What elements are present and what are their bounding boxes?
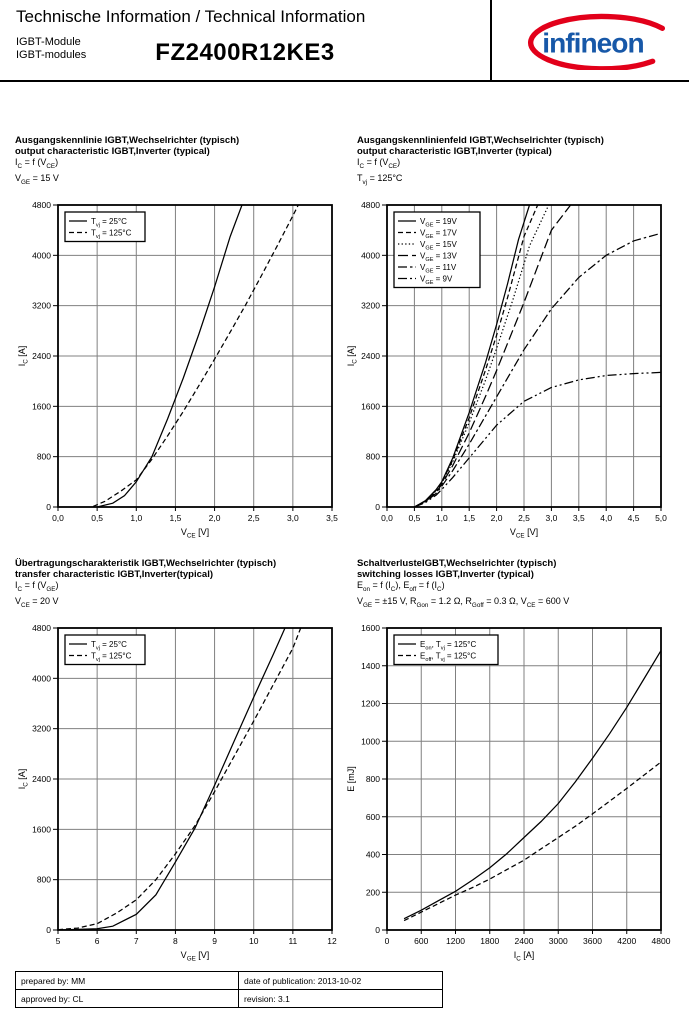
chart-section-switching-losses bbox=[346, 558, 689, 962]
chart-condition-1: $I_C = f$ $(V_{GE})$ bbox=[15, 580, 59, 593]
svg-text:12: 12 bbox=[327, 936, 337, 946]
series-group bbox=[404, 651, 661, 921]
y-axis-label: E [mJ] bbox=[346, 766, 356, 792]
svg-text:5: 5 bbox=[55, 936, 61, 946]
chart-condition-2: $V_{CE} = 20$ V bbox=[15, 595, 59, 609]
gridlines bbox=[58, 205, 332, 507]
chart-title-de: Übertragungscharakteristik IGBT,Wechselrichter (typisch) bbox=[15, 558, 277, 569]
chart-title-en: output characteristic IGBT,Inverter (typical) bbox=[15, 145, 210, 157]
svg-text:4800: 4800 bbox=[361, 200, 380, 210]
legend-entry-label: $V_{GE} = 9V$ bbox=[420, 274, 453, 286]
tick-labels bbox=[361, 623, 671, 946]
part-number: FZ2400R12KE3 bbox=[155, 39, 335, 66]
series-curve bbox=[414, 372, 661, 507]
svg-text:2400: 2400 bbox=[32, 351, 51, 361]
svg-text:6: 6 bbox=[94, 936, 100, 946]
gridlines bbox=[58, 628, 332, 930]
svg-text:4000: 4000 bbox=[32, 250, 51, 261]
svg-text:0: 0 bbox=[384, 936, 390, 946]
chart-title-block bbox=[357, 559, 689, 611]
series-curve bbox=[404, 651, 661, 919]
svg-text:4200: 4200 bbox=[617, 936, 637, 946]
chart-section-output-characteristic-field bbox=[346, 135, 689, 539]
legend-entry-label: $V_{GE} = 15V$ bbox=[420, 240, 457, 252]
legend-entry-label: $V_{GE} = 11V$ bbox=[420, 263, 457, 275]
output-characteristic-field-plot bbox=[341, 197, 675, 539]
svg-text:3200: 3200 bbox=[32, 300, 51, 311]
header-vertical-divider bbox=[490, 0, 492, 80]
chart-title-en: switching losses IGBT,Inverter (typical) bbox=[357, 568, 534, 580]
svg-text:11: 11 bbox=[288, 936, 298, 946]
svg-text:4,5: 4,5 bbox=[627, 513, 640, 523]
svg-text:1000: 1000 bbox=[361, 736, 380, 747]
legend-entry-label: $T_{vj} = 125^\circ C$ bbox=[91, 651, 132, 663]
svg-text:3,5: 3,5 bbox=[572, 513, 585, 523]
footer-table bbox=[15, 971, 443, 1008]
x-axis-label: $I_C$ [A] bbox=[513, 950, 535, 962]
legend-entry-label: $T_{vj} = 25^\circ C$ bbox=[91, 217, 127, 229]
infineon-logo bbox=[516, 8, 676, 70]
svg-text:2,0: 2,0 bbox=[208, 513, 221, 523]
tick-labels bbox=[32, 200, 338, 523]
svg-text:0: 0 bbox=[46, 502, 51, 512]
chart-title-de: Ausgangskennlinie IGBT,Wechselrichter (typisch) bbox=[15, 135, 240, 146]
output-characteristic-plot bbox=[12, 197, 346, 539]
chart-section-transfer-characteristic bbox=[15, 558, 349, 962]
document-title: Technische Information / Technical Information bbox=[16, 7, 366, 26]
svg-text:800: 800 bbox=[36, 451, 51, 462]
svg-text:400: 400 bbox=[365, 849, 380, 860]
svg-text:800: 800 bbox=[36, 874, 51, 885]
chart-title-en: transfer characteristic IGBT,Inverter(typical) bbox=[15, 568, 213, 580]
switching-losses-plot bbox=[341, 620, 675, 962]
svg-text:4,0: 4,0 bbox=[600, 513, 613, 523]
svg-text:2400: 2400 bbox=[361, 351, 380, 361]
chart-title-en: output characteristic IGBT,Inverter (typical) bbox=[357, 145, 552, 157]
logo-wordmark: infineon bbox=[542, 27, 644, 59]
legend-entry-label: $E_{on}$, $T_{vj} = 125^\circ C$ bbox=[420, 640, 477, 652]
svg-text:1600: 1600 bbox=[361, 401, 380, 412]
svg-text:1600: 1600 bbox=[32, 401, 51, 412]
svg-text:4800: 4800 bbox=[32, 200, 51, 210]
tick-labels bbox=[32, 623, 337, 946]
svg-text:0: 0 bbox=[375, 925, 380, 935]
svg-text:1,5: 1,5 bbox=[463, 513, 476, 523]
svg-text:1200: 1200 bbox=[446, 936, 465, 946]
svg-text:1600: 1600 bbox=[32, 824, 51, 835]
module-type-label bbox=[16, 36, 86, 62]
svg-text:4000: 4000 bbox=[361, 250, 380, 261]
svg-text:2,5: 2,5 bbox=[247, 513, 260, 523]
svg-text:9: 9 bbox=[212, 936, 217, 946]
svg-text:0,0: 0,0 bbox=[381, 513, 393, 523]
chart-condition-1: $E_{on} = f$ $(I_C)$, $E_{off} = f$ $(I_C)$ bbox=[357, 580, 445, 593]
svg-text:10: 10 bbox=[248, 936, 259, 946]
svg-text:1400: 1400 bbox=[361, 660, 380, 671]
svg-text:800: 800 bbox=[365, 451, 380, 462]
svg-text:2,0: 2,0 bbox=[490, 513, 503, 523]
svg-text:4800: 4800 bbox=[32, 623, 51, 633]
header-horizontal-rule bbox=[0, 80, 689, 82]
chart-title-block bbox=[15, 559, 349, 611]
svg-text:1,0: 1,0 bbox=[435, 513, 448, 523]
chart-condition-2: $V_{GE} = \pm 15$ V, $R_{Gon} = 1.2$ Ω, $R_{Goff} = 0.3$ Ω, $V_{CE} = 600$ V bbox=[357, 595, 570, 609]
module-type-en: IGBT-modules bbox=[16, 49, 87, 61]
axis-ticks bbox=[382, 628, 661, 934]
svg-text:2400: 2400 bbox=[32, 774, 51, 784]
svg-text:4800: 4800 bbox=[651, 936, 671, 946]
module-type-de: IGBT-Module bbox=[16, 36, 81, 48]
legend bbox=[65, 635, 145, 665]
chart-condition-1: $I_C = f$ $(V_{CE})$ bbox=[15, 157, 59, 170]
y-axis-label: $I_C$ [A] bbox=[17, 345, 30, 367]
footer-row bbox=[16, 990, 443, 1008]
svg-text:800: 800 bbox=[365, 774, 380, 784]
svg-text:0,5: 0,5 bbox=[408, 513, 421, 523]
chart-title-de: Ausgangskennlinienfeld IGBT,Wechselrichter (typisch) bbox=[357, 135, 604, 146]
svg-text:3200: 3200 bbox=[361, 300, 380, 311]
legend bbox=[394, 212, 480, 288]
svg-text:3,0: 3,0 bbox=[545, 513, 558, 523]
y-axis-label: $I_C$ [A] bbox=[346, 345, 359, 367]
svg-text:200: 200 bbox=[365, 887, 380, 898]
legend-entry-label: $T_{vj} = 25^\circ C$ bbox=[91, 640, 127, 652]
series-curve bbox=[404, 762, 661, 921]
y-axis-label: $I_C$ [A] bbox=[17, 768, 30, 790]
svg-text:3200: 3200 bbox=[32, 723, 51, 734]
svg-text:1,5: 1,5 bbox=[169, 513, 182, 523]
footer-publication-date: date of publication: 2013-10-02 bbox=[239, 972, 443, 990]
chart-condition-2: $T_{vj} = 125^\circ C$ bbox=[357, 172, 403, 186]
x-axis-label: $V_{CE}$ [V] bbox=[180, 527, 210, 539]
footer-prepared-by: prepared by: MM bbox=[16, 972, 239, 990]
footer-row bbox=[16, 972, 443, 990]
legend-entry-label: $V_{GE} = 19V$ bbox=[420, 217, 457, 229]
svg-text:1800: 1800 bbox=[480, 936, 500, 946]
svg-text:600: 600 bbox=[414, 936, 429, 946]
svg-text:0: 0 bbox=[375, 502, 380, 512]
svg-text:0,0: 0,0 bbox=[52, 513, 64, 523]
legend-entry-label: $V_{GE} = 13V$ bbox=[420, 251, 457, 263]
x-axis-label: $V_{CE}$ [V] bbox=[509, 527, 539, 539]
chart-title-block bbox=[357, 136, 689, 188]
svg-text:1600: 1600 bbox=[361, 623, 380, 633]
axis-ticks bbox=[53, 205, 332, 511]
transfer-characteristic-plot bbox=[12, 620, 346, 962]
legend-entry-label: $E_{off}$, $T_{vj} = 125^\circ C$ bbox=[420, 651, 477, 663]
chart-title-de: SchaltverlusteIGBT,Wechselrichter (typisch) bbox=[357, 558, 557, 569]
chart-condition-1: $I_C = f$ $(V_{CE})$ bbox=[357, 157, 401, 170]
svg-text:2,5: 2,5 bbox=[518, 513, 530, 523]
svg-text:2400: 2400 bbox=[514, 936, 534, 946]
legend bbox=[65, 212, 145, 242]
chart-condition-2: $V_{GE} = 15$ V bbox=[15, 172, 59, 186]
svg-text:3600: 3600 bbox=[583, 936, 602, 946]
chart-section-output-characteristic bbox=[15, 135, 349, 539]
svg-text:0: 0 bbox=[46, 925, 51, 935]
legend-entry-label: $T_{vj} = 125^\circ C$ bbox=[91, 228, 132, 240]
svg-text:3,0: 3,0 bbox=[286, 513, 299, 523]
svg-text:3,5: 3,5 bbox=[326, 513, 338, 523]
svg-text:1,0: 1,0 bbox=[130, 513, 143, 523]
chart-title-block bbox=[15, 136, 349, 188]
legend-entry-label: $V_{GE} = 17V$ bbox=[420, 228, 457, 240]
svg-text:1200: 1200 bbox=[361, 698, 380, 709]
svg-text:8: 8 bbox=[173, 936, 178, 946]
footer-approved-by: approved by: CL bbox=[16, 990, 239, 1008]
footer-revision: revision: 3.1 bbox=[239, 990, 443, 1008]
svg-text:600: 600 bbox=[365, 811, 380, 822]
svg-text:3000: 3000 bbox=[548, 936, 568, 946]
x-axis-label: $V_{GE}$ [V] bbox=[180, 950, 210, 962]
svg-text:7: 7 bbox=[133, 936, 139, 946]
svg-text:0,5: 0,5 bbox=[91, 513, 104, 523]
svg-text:5,0: 5,0 bbox=[655, 513, 667, 523]
axis-ticks bbox=[53, 628, 332, 934]
svg-text:4000: 4000 bbox=[32, 673, 51, 684]
legend bbox=[394, 635, 498, 665]
gridlines bbox=[387, 628, 661, 930]
